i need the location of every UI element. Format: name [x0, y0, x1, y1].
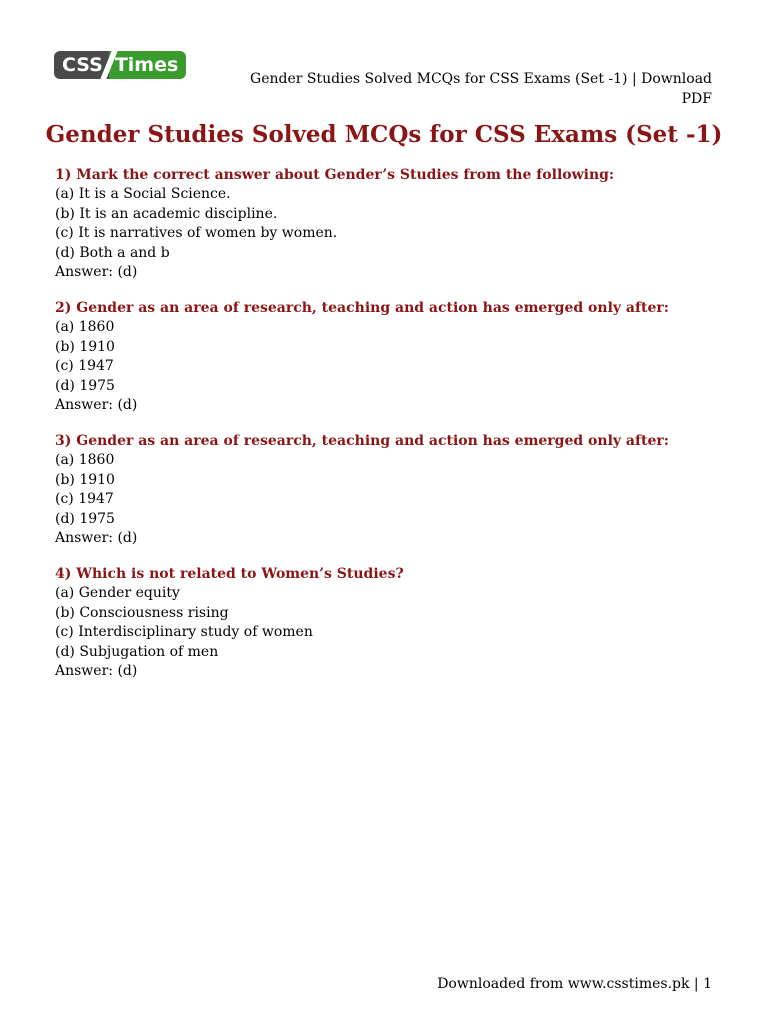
mcq-option: (a) 1860: [55, 319, 115, 336]
mcq-answer: Answer: (d): [55, 397, 138, 414]
mcq-item-2: [55, 299, 715, 415]
mcq-option: (a) It is a Social Science.: [55, 186, 231, 203]
mcq-option: (d) Both a and b: [55, 244, 170, 261]
csstimes-logo: [54, 51, 186, 79]
mcq-option: (a) 1860: [55, 452, 115, 469]
mcq-option: (c) 1947: [55, 358, 114, 375]
mcq-question: 3) Gender as an area of research, teaching and action has emerged only after:: [55, 433, 669, 449]
logo-css-text: CSS: [54, 51, 109, 79]
mcq-question: 2) Gender as an area of research, teaching and action has emerged only after:: [55, 300, 669, 316]
logo-times-text: Times: [109, 51, 186, 79]
mcq-option: (d) 1975: [55, 510, 115, 527]
mcq-option: (b) 1910: [55, 471, 115, 488]
mcq-item-4: [55, 565, 715, 681]
mcq-option: (b) 1910: [55, 338, 115, 355]
mcq-item-3: [55, 432, 715, 548]
page-header-text: Gender Studies Solved MCQs for CSS Exams (Set -1) | Download PDF: [250, 71, 712, 107]
page-footer: Downloaded from www.csstimes.pk | 1: [437, 976, 712, 992]
document-title: Gender Studies Solved MCQs for CSS Exams (Set -1): [45, 121, 723, 148]
mcq-option: (b) Consciousness rising: [55, 604, 229, 621]
mcq-option: (c) 1947: [55, 491, 114, 508]
mcq-answer: Answer: (d): [55, 663, 138, 680]
mcq-option: (b) It is an academic discipline.: [55, 205, 278, 222]
mcq-option: (d) 1975: [55, 377, 115, 394]
mcq-question: 4) Which is not related to Women’s Studies?: [55, 566, 404, 582]
mcq-option: (d) Subjugation of men: [55, 643, 219, 660]
mcq-option: (c) It is narratives of women by women.: [55, 225, 338, 242]
mcq-item-1: [55, 166, 715, 282]
mcq-option: (c) Interdisciplinary study of women: [55, 624, 313, 641]
mcq-answer: Answer: (d): [55, 264, 138, 281]
mcq-option: (a) Gender equity: [55, 585, 180, 602]
mcq-question: 1) Mark the correct answer about Gender’s Studies from the following:: [55, 167, 615, 183]
mcq-answer: Answer: (d): [55, 530, 138, 547]
